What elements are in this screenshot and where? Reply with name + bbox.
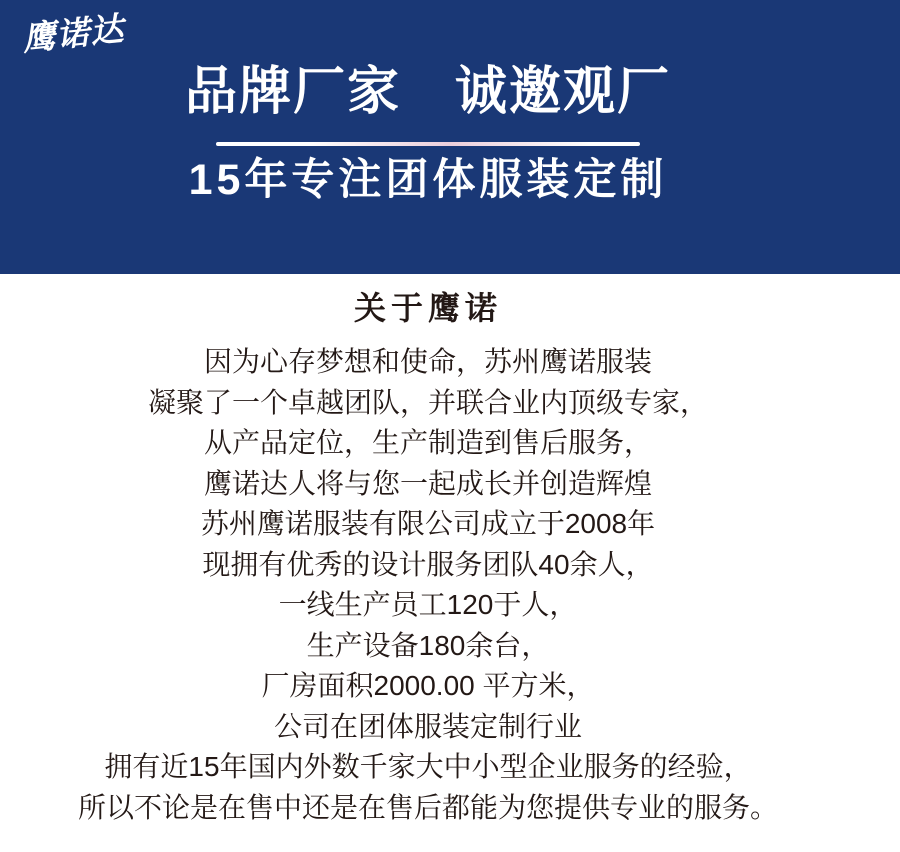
about-text-block — [0, 342, 856, 828]
about-line: 生产设备180余台， — [306, 629, 550, 661]
about-section — [0, 274, 900, 828]
banner-title: 品牌厂家 诚邀观厂 — [184, 63, 671, 121]
about-line: 鹰诺达人将与您一起成长并创造辉煌 — [203, 467, 652, 499]
banner-subtitle: 15年专注团体服装定制 — [188, 156, 668, 204]
about-line: 从产品定位，生产制造到售后服务， — [203, 427, 652, 458]
about-line: 现拥有优秀的设计服务团队40余人， — [202, 548, 654, 580]
divider-line — [216, 142, 640, 146]
about-line: 厂房面积2000.00 平方米， — [261, 670, 595, 701]
about-line: 凝聚了一个卓越团队，并联合业内顶级专家， — [147, 386, 708, 418]
brand-logo: 鹰诺达 — [20, 9, 126, 58]
about-line: 一线生产员工120于人， — [278, 589, 578, 620]
about-heading: 关于鹰诺 — [353, 290, 502, 326]
about-line: 因为心存梦想和使命，苏州鹰诺服装 — [203, 346, 652, 377]
about-line: 所以不论是在售中还是在售后都能为您提供专业的服务。 — [77, 791, 778, 823]
header-banner — [0, 0, 900, 274]
about-line: 苏州鹰诺服装有限公司成立于2008年 — [200, 508, 656, 539]
about-line: 拥有近15年国内外数千家大中小型企业服务的经验， — [104, 751, 752, 782]
about-line: 公司在团体服装定制行业 — [273, 710, 582, 742]
